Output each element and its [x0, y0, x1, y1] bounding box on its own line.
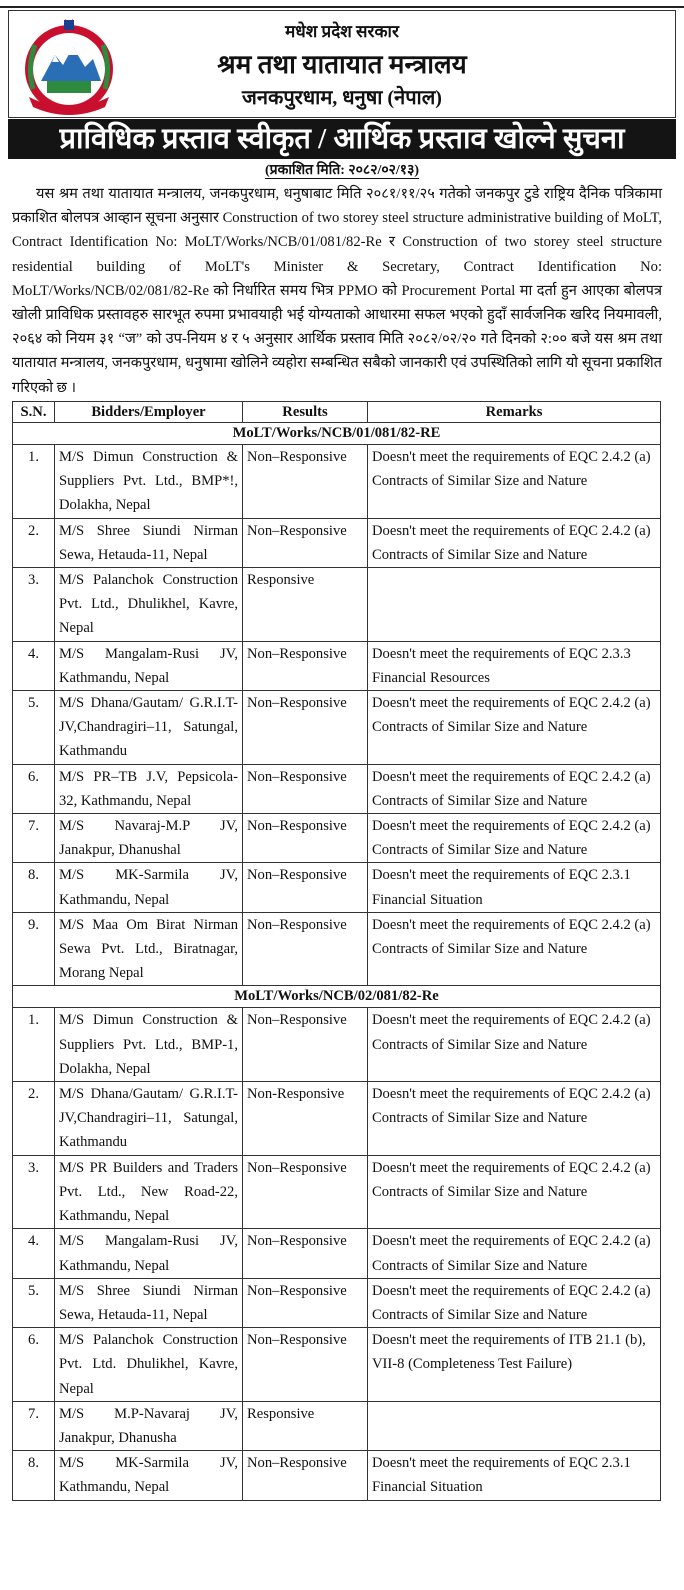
bidder-name: M/S MK-Sarmila JV, Kathmandu, Nepal: [55, 1451, 243, 1500]
remarks-text: Doesn't meet the requirements of EQC 2.4.2 (a) Contracts of Similar Size and Nature: [368, 445, 661, 519]
table-row: [13, 568, 661, 642]
remarks-text: Doesn't meet the requirements of EQC 2.4.2 (a) Contracts of Similar Size and Nature: [368, 1008, 661, 1082]
table-body: [13, 423, 661, 1501]
serial-number: 8.: [13, 1451, 55, 1500]
remarks-text: Doesn't meet the requirements of EQC 2.3.3 Financial Resources: [368, 641, 661, 690]
table-row: [13, 1008, 661, 1082]
bidder-name: M/S Maa Om Birat Nirman Sewa Pvt. Ltd., Biratnagar, Morang Nepal: [55, 912, 243, 986]
col-result-header: Results: [243, 402, 368, 423]
col-bidder-header: Bidders/Employer: [55, 402, 243, 423]
remarks-text: [368, 1401, 661, 1450]
serial-number: 1.: [13, 1008, 55, 1082]
published-date: [0, 160, 684, 179]
bidder-name: M/S Mangalam-Rusi JV, Kathmandu, Nepal: [55, 641, 243, 690]
result-status: Responsive: [243, 568, 368, 642]
table-row: [13, 445, 661, 519]
col-remarks-header: Remarks: [368, 402, 661, 423]
result-status: Non–Responsive: [243, 912, 368, 986]
section-title: MoLT/Works/NCB/02/081/82-Re: [13, 986, 661, 1008]
serial-number: 9.: [13, 912, 55, 986]
serial-number: 5.: [13, 1278, 55, 1327]
bidder-name: M/S PR–TB J.V, Pepsicola-32, Kathmandu, Nepal: [55, 764, 243, 813]
table-row: [13, 764, 661, 813]
result-status: Non–Responsive: [243, 764, 368, 813]
table-row: [13, 1278, 661, 1327]
serial-number: 6.: [13, 764, 55, 813]
section-title: MoLT/Works/NCB/01/081/82-RE: [13, 423, 661, 445]
table-row: [13, 912, 661, 986]
remarks-text: Doesn't meet the requirements of EQC 2.4.2 (a) Contracts of Similar Size and Nature: [368, 1278, 661, 1327]
serial-number: 6.: [13, 1328, 55, 1402]
result-status: Non–Responsive: [243, 1451, 368, 1500]
bidder-name: M/S Palanchok Construction Pvt. Ltd., Dhulikhel, Kavre, Nepal: [55, 568, 243, 642]
result-status: Non-Responsive: [243, 1082, 368, 1156]
result-status: Non–Responsive: [243, 1278, 368, 1327]
letterhead: [8, 10, 676, 118]
serial-number: 2.: [13, 1082, 55, 1156]
serial-number: 5.: [13, 691, 55, 765]
bidder-name: M/S Mangalam-Rusi JV, Kathmandu, Nepal: [55, 1229, 243, 1278]
bidder-name: M/S Navaraj-M.P JV, Janakpur, Dhanushal: [55, 814, 243, 863]
remarks-text: Doesn't meet the requirements of EQC 2.4.2 (a) Contracts of Similar Size and Nature: [368, 814, 661, 863]
bidder-name: M/S PR Builders and Traders Pvt. Ltd., New Road-22, Kathmandu, Nepal: [55, 1155, 243, 1229]
notice-title: प्राविधिक प्रस्ताव स्वीकृत / आर्थिक प्रस्ताव खोल्ने सुचना: [8, 119, 676, 159]
bidder-name: M/S Dimun Construction & Suppliers Pvt. Ltd., BMP-1, Dolakha, Nepal: [55, 1008, 243, 1082]
office-location: जनकपुरधाम, धनुषा (नेपाल): [242, 87, 442, 109]
serial-number: 7.: [13, 1401, 55, 1450]
remarks-text: Doesn't meet the requirements of EQC 2.4.2 (a) Contracts of Similar Size and Nature: [368, 1229, 661, 1278]
top-rule: [0, 6, 684, 8]
bidder-name: M/S Palanchok Construction Pvt. Ltd. Dhulikhel, Kavre, Nepal: [55, 1328, 243, 1402]
remarks-text: [368, 568, 661, 642]
remarks-text: Doesn't meet the requirements of EQC 2.3.1 Financial Situation: [368, 1451, 661, 1500]
table-row: [13, 691, 661, 765]
remarks-text: Doesn't meet the requirements of ITB 21.1 (b), VII-8 (Completeness Test Failure): [368, 1328, 661, 1402]
table-row: [13, 1155, 661, 1229]
result-status: Non–Responsive: [243, 691, 368, 765]
result-status: Non–Responsive: [243, 445, 368, 519]
table-row: [13, 518, 661, 567]
ministry-name: श्रम तथा यातायात मन्त्रालय: [217, 50, 467, 79]
result-status: Non–Responsive: [243, 518, 368, 567]
serial-number: 7.: [13, 814, 55, 863]
remarks-text: Doesn't meet the requirements of EQC 2.3.1 Financial Situation: [368, 863, 661, 912]
government-name: मधेश प्रदेश सरकार: [285, 22, 399, 41]
remarks-text: Doesn't meet the requirements of EQC 2.4.2 (a) Contracts of Similar Size and Nature: [368, 691, 661, 765]
table-row: [13, 814, 661, 863]
notice-body: यस श्रम तथा यातायात मन्त्रालय, जनकपुरधाम, धनुषाबाट मिति २०८१/११/२५ गतेको जनकपुर टुडे राष्ट्रिय दैनिक पत्रिकामा प्रकाशित बोलपत्र आव्हान सूचना अनुसार Construction of two storey steel structure administrative building of MoLT, Contract Identification No: MoLT/Works/NCB/01/081/82-Re र Construction of two storey steel structure residential building of MoLT's Minister & Secretary, Contract Identification No: MoLT/Works/NCB/02/081/82-Re को निर्धारित समय भित्र PPMO को Procurement Portal मा दर्ता हुन आएका बोलपत्र खोली प्राविधिक प्रस्तावहरु सारभूत रुपमा प्रभावयाही भई योग्यताको आधारमा सफल भएको हुदाँ सार्वजनिक खरिद नियमावली, २०६४ को नियम ३१ “ज” को उप-नियम ४ र ५ अनुसार आर्थिक प्रस्ताव मिति २०८२/०२/२० गते दिनको २:०० बजे यस श्रम तथा यातायात मन्त्रालय, जनकपुरधाम, धनुषामा खोलिने व्यहोरा सम्बन्धित सबैको जानकारी एवं उपस्थितिको लागि यो सूचना प्रकाशित गरिएको छ ।: [12, 186, 662, 396]
bidder-name: M/S Shree Siundi Nirman Sewa, Hetauda-11, Nepal: [55, 518, 243, 567]
result-status: Non–Responsive: [243, 863, 368, 912]
section-header-row: [13, 986, 661, 1008]
serial-number: 4.: [13, 641, 55, 690]
bidder-name: M/S Dimun Construction & Suppliers Pvt. Ltd., BMP*!, Dolakha, Nepal: [55, 445, 243, 519]
table-row: [13, 1451, 661, 1500]
result-status: Non–Responsive: [243, 1155, 368, 1229]
col-sn-header: S.N.: [13, 402, 55, 423]
table-row: [13, 641, 661, 690]
result-status: Non–Responsive: [243, 1328, 368, 1402]
table-row: [13, 1229, 661, 1278]
serial-number: 1.: [13, 445, 55, 519]
bidder-name: M/S Shree Siundi Nirman Sewa, Hetauda-11, Nepal: [55, 1278, 243, 1327]
remarks-text: Doesn't meet the requirements of EQC 2.4.2 (a) Contracts of Similar Size and Nature: [368, 518, 661, 567]
section-header-row: [13, 423, 661, 445]
remarks-text: Doesn't meet the requirements of EQC 2.4.2 (a) Contracts of Similar Size and Nature: [368, 1155, 661, 1229]
remarks-text: Doesn't meet the requirements of EQC 2.4.2 (a) Contracts of Similar Size and Nature: [368, 1082, 661, 1156]
table-row: [13, 1401, 661, 1450]
remarks-text: Doesn't meet the requirements of EQC 2.4.2 (a) Contracts of Similar Size and Nature: [368, 764, 661, 813]
serial-number: 3.: [13, 568, 55, 642]
remarks-text: Doesn't meet the requirements of EQC 2.4.2 (a) Contracts of Similar Size and Nature: [368, 912, 661, 986]
bidder-name: M/S MK-Sarmila JV, Kathmandu, Nepal: [55, 863, 243, 912]
bid-evaluation-table: [12, 401, 661, 1501]
serial-number: 2.: [13, 518, 55, 567]
table-row: [13, 863, 661, 912]
result-status: Non–Responsive: [243, 1229, 368, 1278]
result-status: Non–Responsive: [243, 814, 368, 863]
table-header-row: [13, 402, 661, 423]
serial-number: 8.: [13, 863, 55, 912]
result-status: Non–Responsive: [243, 1008, 368, 1082]
bidder-name: M/S M.P-Navaraj JV, Janakpur, Dhanusha: [55, 1401, 243, 1450]
result-status: Non–Responsive: [243, 641, 368, 690]
bidder-name: M/S Dhana/Gautam/ G.R.I.T-JV,Chandragiri–11, Satungal, Kathmandu: [55, 691, 243, 765]
table-row: [13, 1328, 661, 1402]
result-status: Responsive: [243, 1401, 368, 1450]
serial-number: 3.: [13, 1155, 55, 1229]
table-row: [13, 1082, 661, 1156]
serial-number: 4.: [13, 1229, 55, 1278]
bidder-name: M/S Dhana/Gautam/ G.R.I.T-JV,Chandragiri–11, Satungal, Kathmandu: [55, 1082, 243, 1156]
published-date-text: (प्रकाशित मिति: २०८२/०२/१३): [264, 163, 420, 178]
